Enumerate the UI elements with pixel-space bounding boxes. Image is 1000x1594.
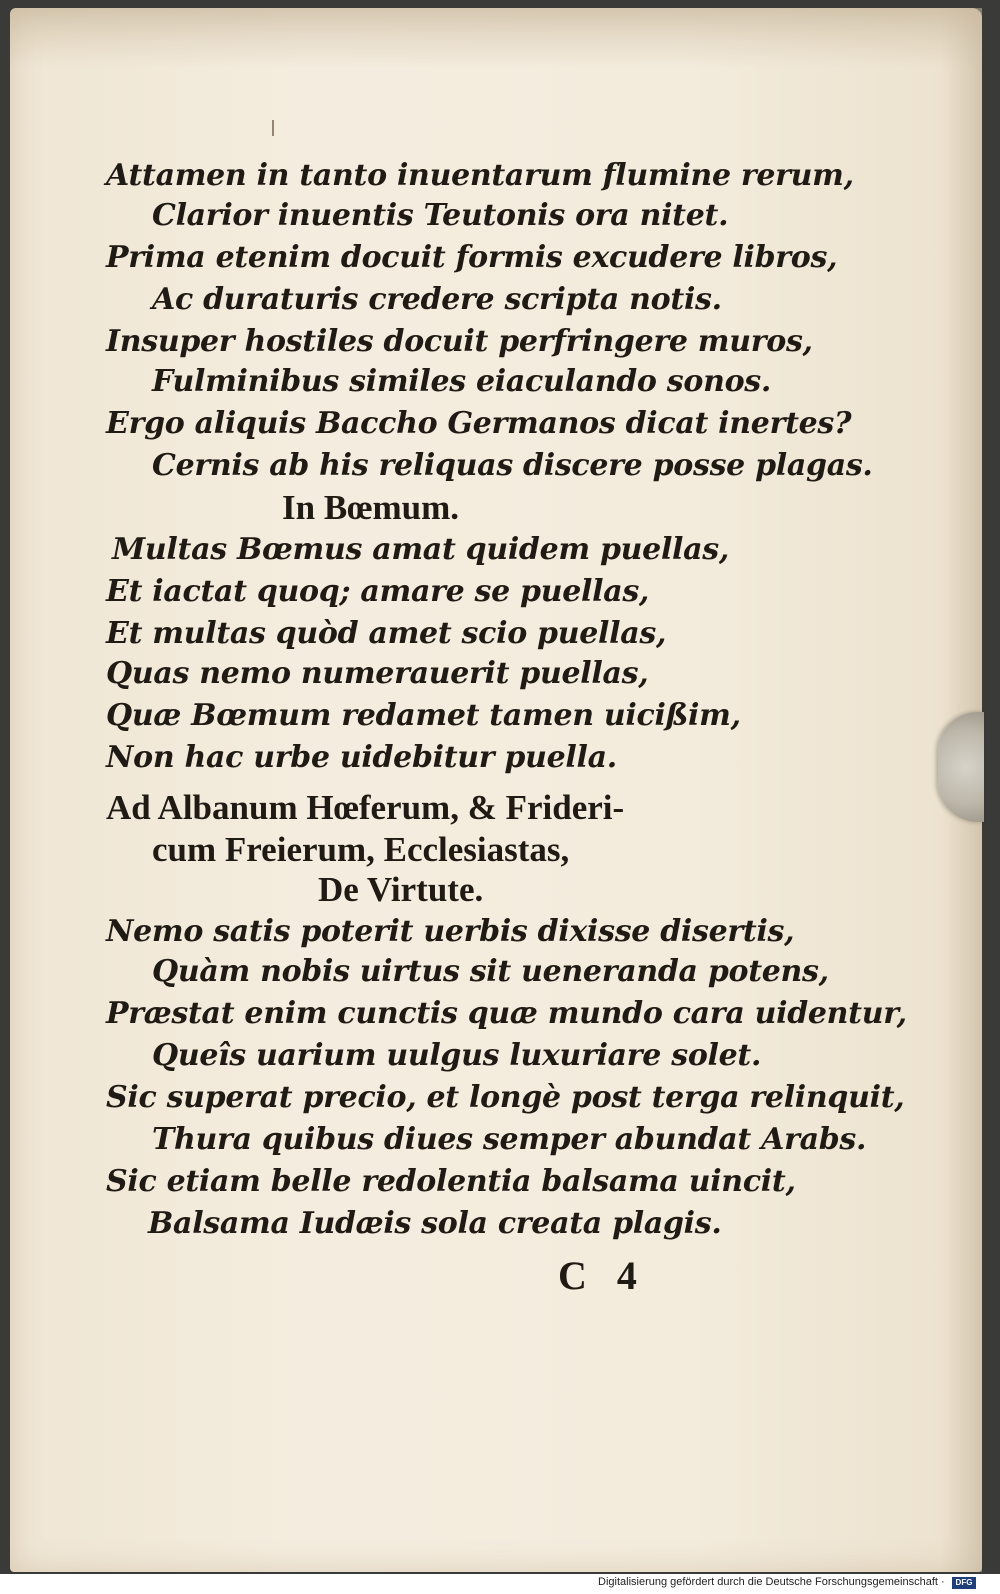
poem-line: Quas nemo numerauerit puellas,	[106, 656, 649, 691]
poem-line: Insuper hostiles docuit perfringere muros,	[106, 324, 813, 359]
poem-line: Quàm nobis uirtus sit ueneranda potens,	[152, 954, 829, 989]
poem-line: Ergo aliquis Baccho Germanos dicat inertes?	[106, 406, 852, 441]
poem-line: Et iactat quoq; amare se puellas,	[106, 574, 650, 609]
poem-line: Cernis ab his reliquas discere posse plagas.	[152, 448, 873, 483]
poem-line: Nemo satis poterit uerbis dixisse disertis,	[106, 914, 795, 949]
poem-line: Balsama Iudæis sola creata plagis.	[148, 1206, 722, 1241]
poem-title: In Bœmum.	[282, 488, 459, 527]
poem-line: Fulminibus similes eiaculando sonos.	[152, 364, 772, 399]
poem-line: Clarior inuentis Teutonis ora nitet.	[152, 198, 729, 233]
poem-line: Queîs uarium uulgus luxuriare solet.	[152, 1038, 762, 1073]
poem-line: Sic superat precio, et longè post terga relinquit,	[106, 1080, 905, 1115]
signature-mark: C 4	[558, 1253, 647, 1298]
poem-line: Et multas quòd amet scio puellas,	[106, 616, 667, 651]
poem-line: Quæ Bœmum redamet tamen uicißim,	[106, 698, 741, 733]
poem-title-line: De Virtute.	[318, 870, 484, 909]
poem-line: Non hac urbe uidebitur puella.	[106, 740, 617, 775]
poem-title-line: cum Freierum, Ecclesiastas,	[152, 830, 570, 869]
dfg-logo: DFG	[952, 1577, 976, 1589]
poem-line: Præstat enim cunctis quæ mundo cara uidentur,	[106, 996, 907, 1031]
book-clasp	[938, 712, 984, 822]
digitization-credit: Digitalisierung gefördert durch die Deutsche Forschungsgemeinschaft ·	[598, 1576, 945, 1588]
page-top-shadow	[10, 8, 982, 68]
poem-line: Prima etenim docuit formis excudere libros,	[106, 240, 838, 275]
poem-title-line: Ad Albanum Hœferum, & Frideri-	[106, 788, 625, 827]
poem-line: Attamen in tanto inuentarum flumine rerum,	[106, 158, 854, 193]
poem-line: Multas Bœmus amat quidem puellas,	[112, 532, 730, 567]
poem-line: Thura quibus diues semper abundat Arabs.	[152, 1122, 867, 1157]
ink-mark	[272, 120, 274, 136]
poem-line: Sic etiam belle redolentia balsama uincit,	[106, 1164, 796, 1199]
poem-line: Ac duraturis credere scripta notis.	[152, 282, 722, 317]
